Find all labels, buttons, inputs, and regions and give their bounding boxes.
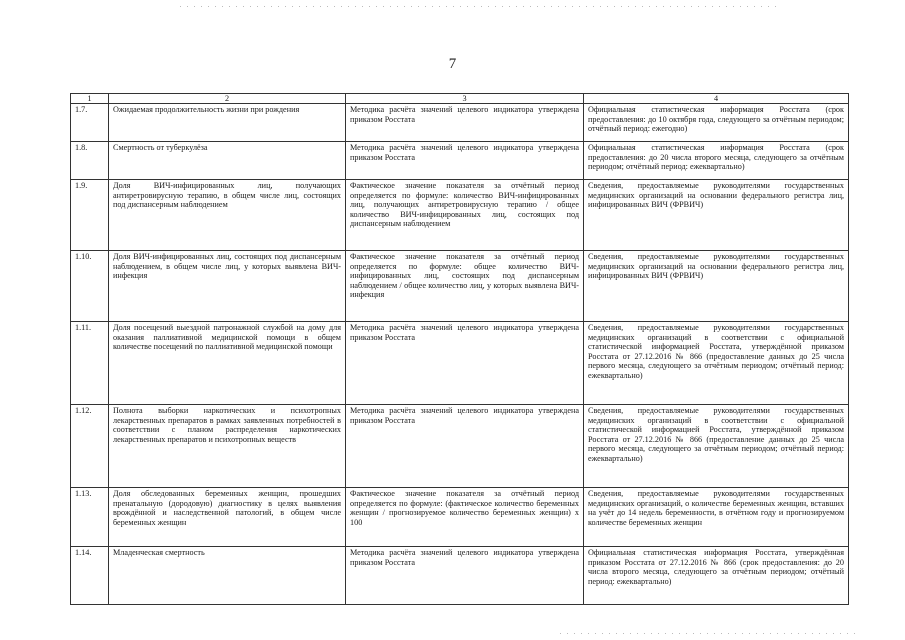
source-cell: Сведения, предоставляемые руководителями государственных медицинских организаций, о количестве беременных женщин, вставших на учёт до 14 недель беременности, в отчётном году и прогнозируемом количестве беременных женщин [584,488,849,547]
row-number: 1.14. [71,547,109,605]
source-cell: Сведения, предоставляемые руководителями государственных медицинских организаций на основании федерального регистра лиц, инфицированных ВИЧ (ФРВИЧ) [584,180,849,251]
indicators-table [70,93,849,605]
method-cell: Фактическое значение показателя за отчётный период определяется по формуле: количество ВИЧ-инфицированных лиц, получающих антиретровирусную терапию / общее количество ВИЧ-инфицированных лиц, состоящих под диспансерным наблюдением [346,180,584,251]
row-number: 1.11. [71,322,109,405]
column-header-source: 4 [584,94,849,104]
table-row [71,251,849,322]
indicator-cell: Доля ВИЧ-инфицированных лиц, получающих антиретровирусную терапию, в общем числе лиц, состоящих под диспансерным наблюдением [109,180,346,251]
row-number: 1.9. [71,180,109,251]
table-row [71,180,849,251]
column-header-number: 1 [71,94,109,104]
method-cell: Методика расчёта значений целевого индикатора утверждена приказом Росстата [346,547,584,605]
row-number: 1.7. [71,104,109,142]
scan-artifact-bottom [560,633,860,634]
column-header-indicator: 2 [109,94,346,104]
table-row [71,405,849,488]
table-row [71,142,849,180]
method-cell: Методика расчёта значений целевого индикатора утверждена приказом Росстата [346,322,584,405]
source-cell: Официальная статистическая информация Росстата, утверждённая приказом Росстата от 27.12.2016 № 866 (срок предоставления: до 20 числа второго месяца, следующего за отчётным периодом; отчётный период: ежеквартально) [584,547,849,605]
table-row [71,322,849,405]
indicator-cell: Доля обследованных беременных женщин, прошедших пренатальную (дородовую) диагностику в целях выявления врождённой и наследственной патологий, в общем числе беременных женщин [109,488,346,547]
method-cell: Фактическое значение показателя за отчётный период определяется по формуле: общее количество ВИЧ-инфицированных лиц, состоящих под диспансерным наблюдением / общее количество лиц, у которых выявлена ВИЧ-инфекция [346,251,584,322]
source-cell: Сведения, предоставляемые руководителями государственных медицинских организаций в соответствии с официальной статистической информацией Росстата, утверждённой приказом Росстата от 27.12.2016 № 866 (предоставление данных до 25 числа первого месяца, следующего за отчётным периодом; отчётный период: ежеквартально) [584,405,849,488]
source-cell: Сведения, предоставляемые руководителями государственных медицинских организаций на основании федерального регистра лиц, инфицированных ВИЧ (ФРВИЧ) [584,251,849,322]
method-cell: Методика расчёта значений целевого индикатора утверждена приказом Росстата [346,104,584,142]
row-number: 1.12. [71,405,109,488]
column-header-method: 3 [346,94,584,104]
source-cell: Официальная статистическая информация Росстата (срок предоставления: до 20 числа второго месяца, следующего за отчётным периодом; отчётный период: ежеквартально) [584,142,849,180]
indicator-cell: Ожидаемая продолжительность жизни при рождения [109,104,346,142]
indicator-cell: Доля ВИЧ-инфицированных лиц, состоящих под диспансерным наблюдением, в общем числе лиц, у которых выявлена ВИЧ-инфекция [109,251,346,322]
row-number: 1.8. [71,142,109,180]
row-number: 1.13. [71,488,109,547]
page-number: 7 [448,56,457,72]
method-cell: Фактическое значение показателя за отчётный период определяется по формуле: (фактическое количество беременных женщин / прогнозируемое количество беременных женщин) x 100 [346,488,584,547]
source-cell: Официальная статистическая информация Росстата (срок предоставления: до 10 октября года, следующего за отчётным периодом; отчётный период: ежегодно) [584,104,849,142]
row-number: 1.10. [71,251,109,322]
indicator-cell: Доля посещений выездной патронажной службой на дому для оказания паллиативной медицинской помощи в общем количестве посещений по паллиативной медицинской помощи [109,322,346,405]
source-cell: Сведения, предоставляемые руководителями государственных медицинских организаций в соответствии с официальной статистической информацией Росстата, утверждённой приказом Росстата от 27.12.2016 № 866 (предоставление данных до 25 числа первого месяца, следующего за отчётным периодом; отчётный период: ежеквартально) [584,322,849,405]
table-row [71,547,849,605]
indicator-cell: Младенческая смертность [109,547,346,605]
table-row [71,488,849,547]
method-cell: Методика расчёта значений целевого индикатора утверждена приказом Росстата [346,405,584,488]
scan-artifact-top [180,6,780,7]
indicator-cell: Полнота выборки наркотических и психотропных лекарственных препаратов в рамках заявленных потребностей в соответствии с планом распределения наркотических лекарственных препаратов и психотропных веществ [109,405,346,488]
table-header-row [71,94,849,104]
table-row [71,104,849,142]
method-cell: Методика расчёта значений целевого индикатора утверждена приказом Росстата [346,142,584,180]
indicator-cell: Смертность от туберкулёза [109,142,346,180]
